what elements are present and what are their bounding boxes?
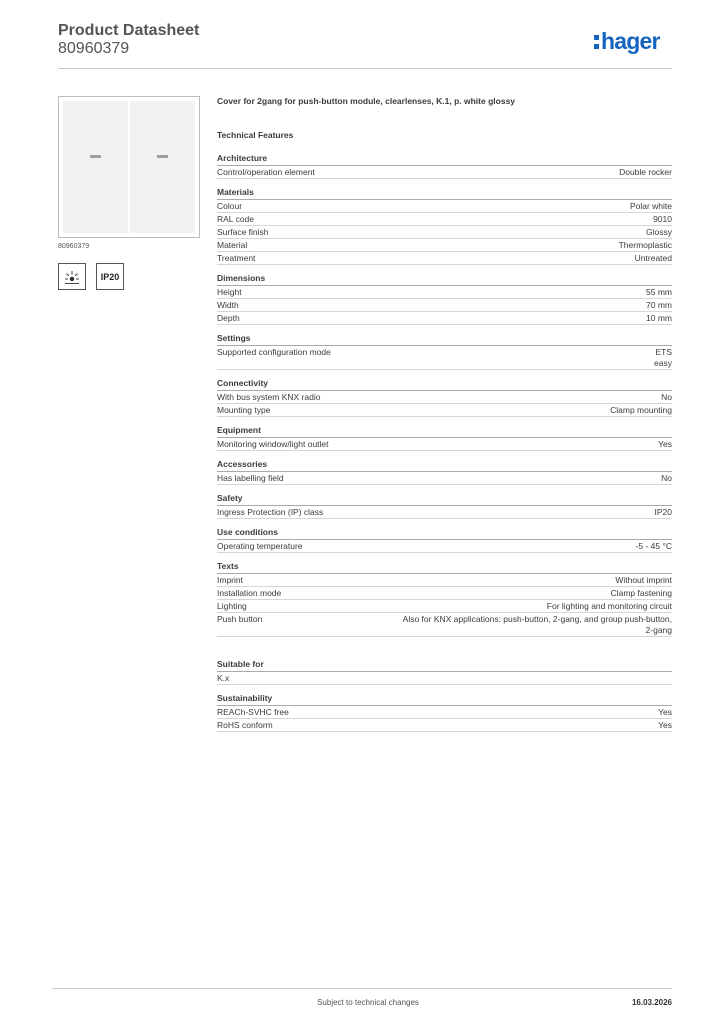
- spec-row: [217, 239, 672, 252]
- spec-row: [217, 286, 672, 299]
- spec-label: Material: [217, 240, 248, 250]
- spec-row: [217, 252, 672, 265]
- spec-section: [217, 153, 672, 179]
- section-title: Use conditions: [217, 527, 672, 540]
- spec-section: [217, 378, 672, 417]
- spec-label: Colour: [217, 201, 243, 211]
- spec-value: Polar white: [629, 201, 672, 211]
- spec-label: Monitoring window/light outlet: [217, 439, 329, 449]
- section-gap: [217, 645, 672, 659]
- spec-value: Clamp fastening: [610, 588, 672, 598]
- spec-row: [217, 391, 672, 404]
- spec-value: Glossy: [646, 227, 672, 237]
- spec-label: With bus system KNX radio: [217, 392, 321, 402]
- spec-label: K.x: [217, 673, 230, 683]
- spec-label: Ingress Protection (IP) class: [217, 507, 324, 517]
- spec-row: [217, 438, 672, 451]
- section-title: Settings: [217, 333, 672, 346]
- spec-label: Push button: [217, 614, 263, 624]
- spec-row: [217, 312, 672, 325]
- spec-label: RoHS conform: [217, 720, 273, 730]
- spec-value: ETS easy: [654, 347, 672, 368]
- spec-value: Also for KNX applications: push-button, 2-gang, and group push-button, 2-gang: [402, 614, 672, 635]
- spec-value: 55 mm: [646, 287, 672, 297]
- ip20-badge: IP20: [96, 263, 124, 290]
- section-title: Sustainability: [217, 693, 672, 706]
- spec-row: [217, 346, 672, 370]
- footer-notice: Subject to technical changes: [317, 998, 419, 1007]
- spec-section: [217, 493, 672, 519]
- lens-icon: [157, 155, 168, 158]
- spec-row: [217, 706, 672, 719]
- spec-value: For lighting and monitoring circuit: [546, 601, 672, 611]
- spec-row: [217, 600, 672, 613]
- spec-label: Supported configuration mode: [217, 347, 331, 357]
- spec-value: 70 mm: [646, 300, 672, 310]
- spec-value: Yes: [658, 707, 672, 717]
- left-rocker: [63, 101, 128, 233]
- page-title: Product Datasheet: [58, 22, 200, 39]
- spec-label: Surface finish: [217, 227, 269, 237]
- spec-label: Lighting: [217, 601, 247, 611]
- spec-section: [217, 693, 672, 732]
- spec-label: Depth: [217, 313, 240, 323]
- spec-value: No: [661, 392, 672, 402]
- spec-label: Imprint: [217, 575, 243, 585]
- image-caption: 80960379: [58, 243, 90, 250]
- spec-row: [217, 672, 672, 685]
- spec-label: Installation mode: [217, 588, 282, 598]
- section-title: Connectivity: [217, 378, 672, 391]
- spec-row: [217, 200, 672, 213]
- lens-icon: [90, 155, 101, 158]
- logo-dots-icon: [594, 35, 599, 49]
- spec-value: IP20: [654, 507, 672, 517]
- spec-value: Without imprint: [615, 575, 672, 585]
- spec-row: [217, 540, 672, 553]
- section-title: Texts: [217, 561, 672, 574]
- spec-row: [217, 506, 672, 519]
- spec-value: Yes: [658, 439, 672, 449]
- footer-divider: [52, 988, 672, 989]
- spec-value: Clamp mounting: [610, 405, 672, 415]
- technical-features-heading: Technical Features: [217, 130, 294, 140]
- right-rocker: [130, 101, 195, 233]
- spec-row: [217, 613, 672, 637]
- product-image: [58, 96, 200, 238]
- product-number: 80960379: [58, 40, 130, 57]
- lighting-icon: [58, 263, 86, 290]
- section-title: Materials: [217, 187, 672, 200]
- spec-label: Mounting type: [217, 405, 271, 415]
- spec-value: Untreated: [634, 253, 672, 263]
- spec-section: [217, 561, 672, 637]
- spec-row: [217, 299, 672, 312]
- section-title: Dimensions: [217, 273, 672, 286]
- footer-date: 16.03.2026: [631, 998, 672, 1007]
- spec-value: No: [661, 473, 672, 483]
- spec-section: [217, 425, 672, 451]
- spec-row: [217, 166, 672, 179]
- spec-value: Yes: [658, 720, 672, 730]
- spec-content: [217, 95, 672, 740]
- section-title: Safety: [217, 493, 672, 506]
- spec-label: Height: [217, 287, 242, 297]
- spec-row: [217, 472, 672, 485]
- spec-row: [217, 574, 672, 587]
- spec-sections: [217, 153, 672, 732]
- spec-label: Width: [217, 300, 239, 310]
- spec-value: -5 - 45 °C: [635, 541, 672, 551]
- hager-logo: [594, 28, 660, 55]
- header-divider: [58, 68, 672, 69]
- logo-text: hager: [601, 28, 660, 54]
- spec-row: [217, 719, 672, 732]
- spec-label: RAL code: [217, 214, 255, 224]
- section-title: Suitable for: [217, 659, 672, 672]
- spec-row: [217, 404, 672, 417]
- spec-section: [217, 527, 672, 553]
- spec-section: [217, 459, 672, 485]
- spec-value: 10 mm: [646, 313, 672, 323]
- spec-value: 9010: [653, 214, 672, 224]
- section-title: Architecture: [217, 153, 672, 166]
- spec-label: REACh-SVHC free: [217, 707, 289, 717]
- spec-section: [217, 333, 672, 370]
- spec-section: [217, 187, 672, 265]
- spec-section: [217, 659, 672, 685]
- spec-label: Operating temperature: [217, 541, 303, 551]
- spec-label: Has labelling field: [217, 473, 284, 483]
- product-title: Cover for 2gang for push-button module, clearlenses, K.1, p. white glossy: [217, 96, 516, 106]
- spec-label: Treatment: [217, 253, 256, 263]
- section-title: Equipment: [217, 425, 672, 438]
- spec-row: [217, 226, 672, 239]
- spec-section: [217, 273, 672, 325]
- spec-value: Double rocker: [619, 167, 672, 177]
- spec-row: [217, 587, 672, 600]
- spec-row: [217, 213, 672, 226]
- section-title: Accessories: [217, 459, 672, 472]
- spec-value: Thermoplastic: [618, 240, 672, 250]
- spec-label: Control/operation element: [217, 167, 315, 177]
